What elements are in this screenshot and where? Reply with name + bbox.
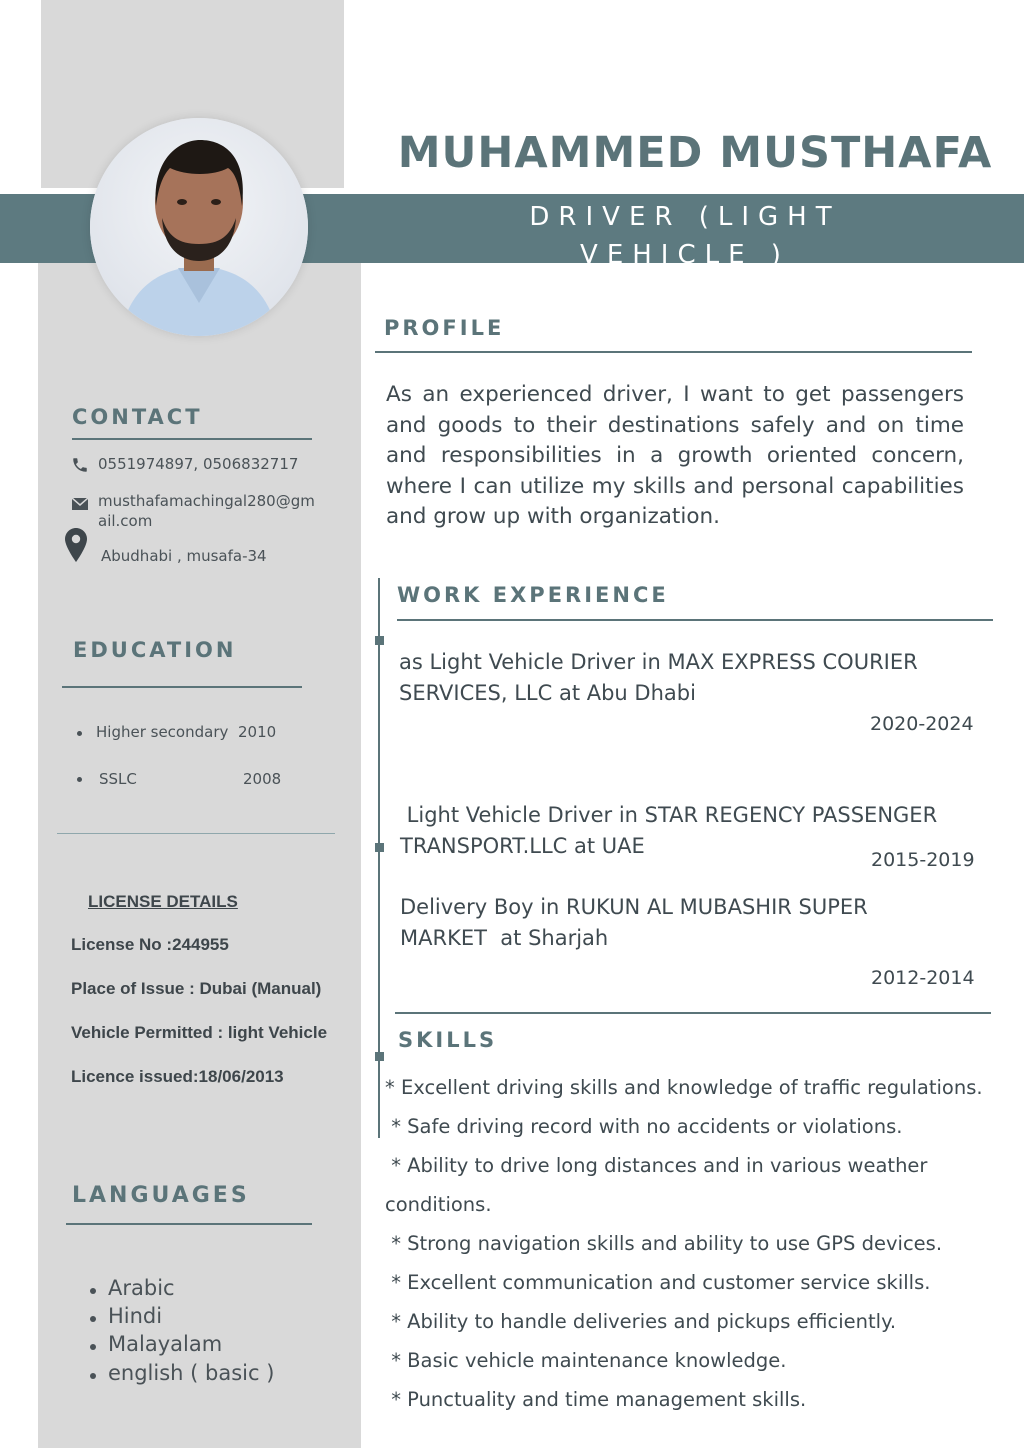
envelope-icon — [72, 497, 88, 515]
timeline-marker — [375, 636, 384, 645]
skill-item: * Ability to drive long distances and in various weather — [385, 1154, 928, 1177]
language-item: english ( basic ) — [108, 1361, 275, 1385]
timeline-marker — [375, 843, 384, 852]
skill-item: * Excellent driving skills and knowledge of traffic regulations. — [385, 1076, 983, 1099]
work-divider — [397, 619, 993, 621]
license-place: Place of Issue : Dubai (Manual) — [71, 979, 322, 998]
education-divider — [62, 686, 302, 688]
language-item: Malayalam — [108, 1332, 223, 1356]
skills-divider — [395, 1012, 991, 1014]
bullet-icon — [90, 1288, 96, 1294]
profile-photo — [90, 118, 308, 336]
bullet-icon — [90, 1373, 96, 1379]
phone-numbers: 0551974897, 0506832717 — [98, 455, 299, 473]
sidebar-divider — [57, 833, 335, 834]
languages-heading: LANGUAGES — [72, 1183, 250, 1208]
skill-item: * Safe driving record with no accidents or violations. — [385, 1115, 903, 1138]
education-item-name: Higher secondary — [96, 723, 229, 741]
contact-divider — [72, 438, 312, 440]
email-line-2: ail.com — [98, 512, 153, 530]
profile-heading: PROFILE — [384, 316, 505, 340]
phone-icon — [71, 456, 89, 479]
profile-divider — [375, 351, 972, 353]
skills-heading: SKILLS — [398, 1028, 498, 1052]
education-item-year: 2008 — [243, 770, 282, 788]
contact-heading: CONTACT — [72, 405, 203, 429]
bullet-icon — [77, 731, 82, 736]
skill-item: * Strong navigation skills and ability to use GPS devices. — [385, 1232, 943, 1255]
job-line-2: TRANSPORT.LLC at UAE — [400, 834, 645, 858]
education-item-name: SSLC — [99, 770, 137, 788]
timeline-marker — [375, 1052, 384, 1061]
skill-item: * Basic vehicle maintenance knowledge. — [385, 1349, 787, 1372]
person-portrait-icon — [90, 118, 308, 336]
skill-item: conditions. — [385, 1193, 492, 1216]
job-line-2: SERVICES, LLC at Abu Dhabi — [399, 681, 696, 705]
job-period: 2012-2014 — [871, 967, 975, 989]
profile-summary: As an experienced driver, I want to get passengers and goods to their destinations safely and on time and responsibilities in a growth oriented concern, where I can utilize my skills and personal capabilities and grow up with organization. — [386, 382, 964, 529]
languages-divider — [66, 1223, 312, 1225]
location: Abudhabi , musafa-34 — [101, 547, 267, 565]
location-pin-icon — [65, 528, 87, 567]
job-entry — [399, 647, 979, 709]
job-title: DRIVER (LIGHT VEHICLE ) — [529, 202, 841, 270]
job-line-1: as Light Vehicle Driver in MAX EXPRESS COURIER — [399, 650, 918, 674]
skill-item: * Ability to handle deliveries and pickups efficiently. — [385, 1310, 897, 1333]
license-vehicle: Vehicle Permitted : light Vehicle — [71, 1023, 328, 1042]
education-heading: EDUCATION — [73, 638, 237, 662]
job-entry — [400, 892, 980, 954]
license-issued: Licence issued:18/06/2013 — [71, 1067, 284, 1086]
bullet-icon — [77, 777, 82, 782]
job-line-1: Light Vehicle Driver in STAR REGENCY PASSENGER — [400, 803, 938, 827]
candidate-name: MUHAMMED MUSTHAFA — [397, 128, 993, 178]
language-item: Hindi — [108, 1304, 163, 1328]
bullet-icon — [90, 1316, 96, 1322]
job-period: 2015-2019 — [871, 849, 975, 871]
license-number: License No :244955 — [71, 935, 229, 954]
skill-item: * Excellent communication and customer service skills. — [385, 1271, 931, 1294]
job-line-1: Delivery Boy in RUKUN AL MUBASHIR SUPER — [400, 895, 868, 919]
email-line-1: musthafamachingal280@gm — [98, 492, 315, 510]
skill-item: * Punctuality and time management skills. — [385, 1388, 807, 1411]
language-item: Arabic — [108, 1276, 175, 1300]
license-heading: LICENSE DETAILS — [88, 892, 238, 911]
job-period: 2020-2024 — [870, 713, 974, 735]
bullet-icon — [90, 1344, 96, 1350]
education-item-year: 2010 — [238, 723, 277, 741]
work-heading: WORK EXPERIENCE — [397, 583, 669, 607]
job-line-2: MARKET at Sharjah — [400, 926, 609, 950]
